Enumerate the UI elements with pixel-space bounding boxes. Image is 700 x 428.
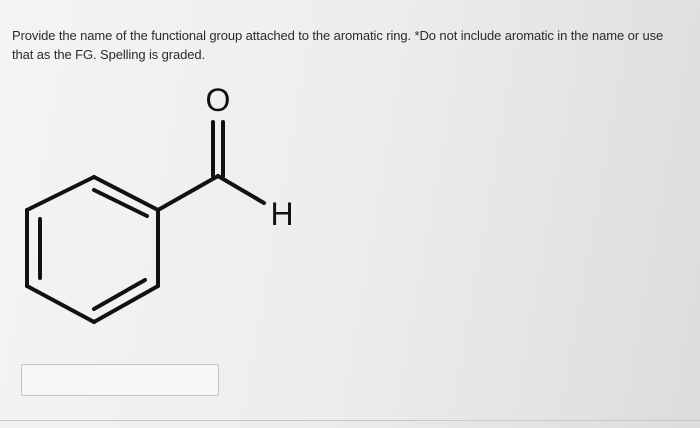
ring-double-bond-inner [94,190,147,216]
aldehyde-group [158,122,264,210]
question-line-2: that as the FG. Spelling is graded. [12,47,206,62]
question-line-1: Provide the name of the functional group attached to the aromatic ring. *Do not include aromatic in the name or use [12,28,664,43]
answer-input[interactable] [21,364,219,396]
hydrogen-atom-label: H [270,196,294,232]
ring-double-bond-inner [94,280,145,309]
divider [0,420,700,421]
benzene-ring [27,177,158,322]
ring-bond [27,286,94,322]
oxygen-atom-label: O [205,82,231,118]
ring-to-carbonyl-bond [158,176,218,210]
carbon-hydrogen-bond [218,176,264,203]
ring-bond [27,177,94,210]
